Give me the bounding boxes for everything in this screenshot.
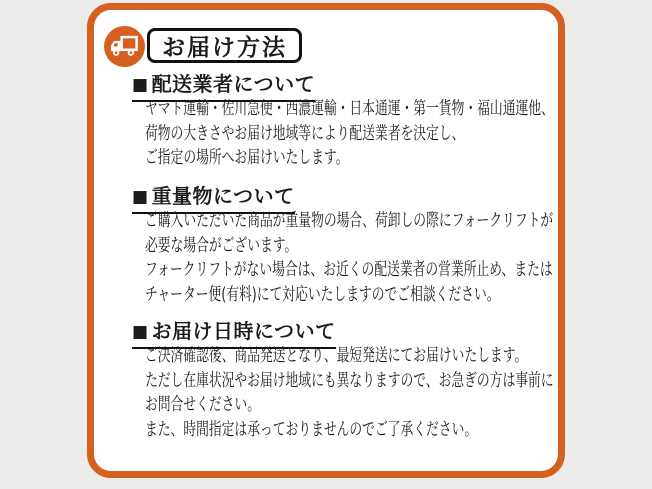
text-line: お問合せください。 <box>145 395 260 416</box>
text-line: 荷物の大きさやお届け地域等により配送業者を決定し、 <box>145 123 465 144</box>
section-body-heavy-items <box>145 209 565 307</box>
section-heading-carriers-label: 配送業者について <box>151 72 316 96</box>
text-line: チャーター便(有料)にて対応いたしますのでご相談ください。 <box>145 284 500 305</box>
delivery-info-panel <box>87 3 565 478</box>
square-bullet-icon: ■ <box>132 75 149 95</box>
truck-icon <box>104 26 145 67</box>
section-heading-heavy-items-label: 重量物について <box>151 184 295 208</box>
text-line: ただし在庫状況やお届け地域にも異なりますので、お急ぎの方は事前に <box>145 370 554 391</box>
page-title-label: お届け方法 <box>162 35 287 61</box>
text-line: また、時間指定は承っておりませんのでご了承ください。 <box>145 419 478 440</box>
square-bullet-icon: ■ <box>132 187 149 207</box>
section-heading-delivery-datetime-label: お届け日時について <box>151 319 336 343</box>
section-body-delivery-datetime <box>145 344 565 442</box>
text-line: ヤマト運輸・佐川急便・西濃運輸・日本通運・第一貨物・福山通運他、 <box>145 99 554 119</box>
text-line: 必要な場合がございます。 <box>145 235 298 256</box>
section-body-carriers <box>145 97 565 171</box>
text-line: フォークリフトがない場合は、お近くの配送業者の営業所止め、または <box>145 260 553 281</box>
page-title <box>147 28 302 63</box>
text-line: ご購入いただいた商品が重量物の場合、荷卸しの際にフォークリフトが <box>145 211 554 231</box>
square-bullet-icon: ■ <box>132 322 149 342</box>
text-line: ご決済確認後、商品発送となり、最短発送にてお届けいたします。 <box>145 346 528 366</box>
text-line: ご指定の場所へお届けいたします。 <box>145 148 349 169</box>
